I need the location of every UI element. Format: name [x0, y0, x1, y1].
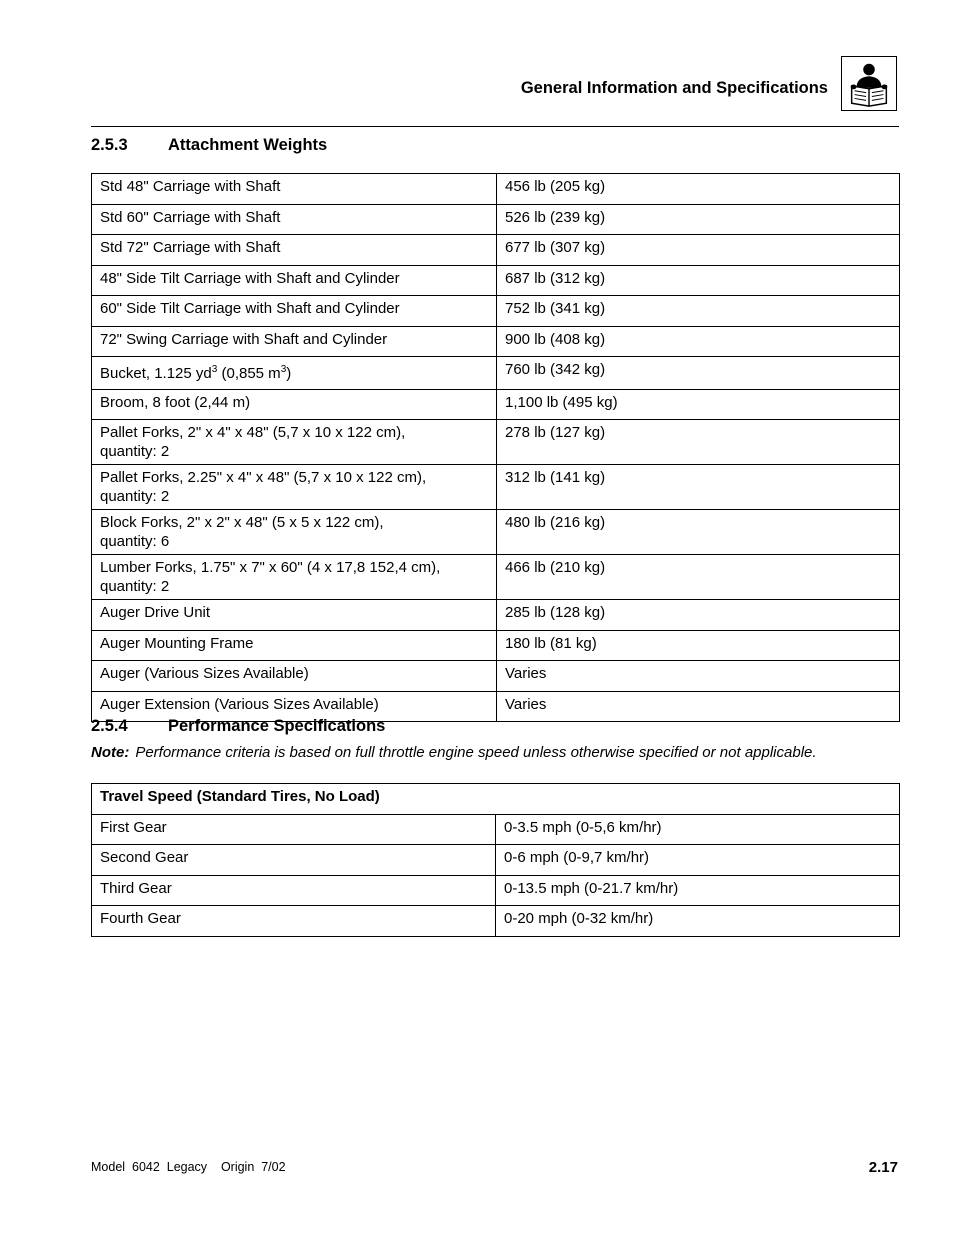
attachment-weight-cell: Varies: [497, 661, 900, 692]
attachment-name-cell: Block Forks, 2" x 2" x 48" (5 x 5 x 122 cm), quantity: 6: [92, 510, 497, 555]
performance-note: [91, 744, 817, 761]
page-number: 2.17: [868, 1159, 898, 1176]
gear-cell: Second Gear: [92, 845, 496, 876]
attachment-name-cell: Broom, 8 foot (2,44 m): [92, 389, 497, 420]
table-row: [92, 235, 900, 266]
table-row: [92, 661, 900, 692]
table-row: [92, 906, 900, 937]
table-row: [92, 510, 900, 555]
attachment-name-cell: Lumber Forks, 1.75" x 7" x 60" (4 x 17,8 152,4 cm), quantity: 2: [92, 555, 497, 600]
attachment-weight-cell: 1,100 lb (495 kg): [497, 389, 900, 420]
attachment-name-cell: 48" Side Tilt Carriage with Shaft and Cylinder: [92, 265, 497, 296]
running-header-title: General Information and Specifications: [520, 79, 828, 97]
attachment-weight-cell: 526 lb (239 kg): [497, 204, 900, 235]
table-row: [92, 420, 900, 465]
attachment-name-cell: Auger Drive Unit: [92, 600, 497, 631]
attachment-name-cell: Std 72" Carriage with Shaft: [92, 235, 497, 266]
attachment-weight-cell: 900 lb (408 kg): [497, 326, 900, 357]
attachment-weight-cell: 752 lb (341 kg): [497, 296, 900, 327]
attachment-name-cell: 72" Swing Carriage with Shaft and Cylinder: [92, 326, 497, 357]
table-row: [92, 555, 900, 600]
table-header-row: [92, 784, 900, 815]
attachment-name-cell: 60" Side Tilt Carriage with Shaft and Cylinder: [92, 296, 497, 327]
attachment-weight-cell: 278 lb (127 kg): [497, 420, 900, 465]
manual-reader-icon: [841, 56, 897, 111]
table-row: [92, 600, 900, 631]
travel-speed-table-title: Travel Speed (Standard Tires, No Load): [92, 784, 900, 815]
table-row: [92, 357, 900, 390]
attachment-name-cell: Std 48" Carriage with Shaft: [92, 174, 497, 205]
speed-cell: 0-20 mph (0-32 km/hr): [496, 906, 900, 937]
table-row: [92, 845, 900, 876]
attachment-weight-cell: Varies: [497, 691, 900, 722]
attachment-weight-cell: 480 lb (216 kg): [497, 510, 900, 555]
attachment-weight-cell: 180 lb (81 kg): [497, 630, 900, 661]
attachment-weight-cell: 687 lb (312 kg): [497, 265, 900, 296]
table-row: [92, 265, 900, 296]
attachment-weight-cell: 677 lb (307 kg): [497, 235, 900, 266]
travel-speed-table: [91, 783, 900, 937]
gear-cell: First Gear: [92, 814, 496, 845]
attachment-weight-cell: 760 lb (342 kg): [497, 357, 900, 390]
table-row: [92, 204, 900, 235]
speed-cell: 0-13.5 mph (0-21.7 km/hr): [496, 875, 900, 906]
attachment-weight-cell: 456 lb (205 kg): [497, 174, 900, 205]
section-heading-performance: [91, 717, 385, 736]
speed-cell: 0-6 mph (0-9,7 km/hr): [496, 845, 900, 876]
header-divider: [91, 126, 899, 127]
attachment-name-cell: Auger Mounting Frame: [92, 630, 497, 661]
section-number: 2.5.3: [91, 136, 128, 154]
table-row: [92, 296, 900, 327]
table-row: [92, 465, 900, 510]
attachment-name-cell: Bucket, 1.125 $yd^3$ (0,855 $m^3$): [92, 357, 497, 390]
attachment-name-cell: Std 60" Carriage with Shaft: [92, 204, 497, 235]
table-row: [92, 389, 900, 420]
attachment-weight-cell: 312 lb (141 kg): [497, 465, 900, 510]
note-text: Performance criteria is based on full throttle engine speed unless otherwise specified or not applicable.: [135, 744, 817, 761]
section-number: 2.5.4: [91, 717, 128, 735]
gear-cell: Third Gear: [92, 875, 496, 906]
attachment-weight-cell: 466 lb (210 kg): [497, 555, 900, 600]
note-label: Note:: [91, 744, 130, 761]
table-row: [92, 326, 900, 357]
table-row: [92, 875, 900, 906]
speed-cell: 0-3.5 mph (0-5,6 km/hr): [496, 814, 900, 845]
section-title: Attachment Weights: [168, 136, 328, 154]
attachment-name-cell: Pallet Forks, 2" x 4" x 48" (5,7 x 10 x 122 cm), quantity: 2: [92, 420, 497, 465]
table-row: [92, 814, 900, 845]
attachment-name-cell: Pallet Forks, 2.25" x 4" x 48" (5,7 x 10 x 122 cm), quantity: 2: [92, 465, 497, 510]
attachment-weights-table: [91, 173, 900, 722]
section-title: Performance Specifications: [168, 717, 386, 735]
attachment-name-cell: Auger (Various Sizes Available): [92, 661, 497, 692]
footer-model-info: Model 6042 Legacy Origin 7/02: [91, 1160, 286, 1174]
attachment-weight-cell: 285 lb (128 kg): [497, 600, 900, 631]
gear-cell: Fourth Gear: [92, 906, 496, 937]
table-row: [92, 630, 900, 661]
attachment-name-cell: Auger Extension (Various Sizes Available): [92, 691, 497, 722]
section-heading-attachment-weights: [91, 136, 327, 155]
table-row: [92, 174, 900, 205]
